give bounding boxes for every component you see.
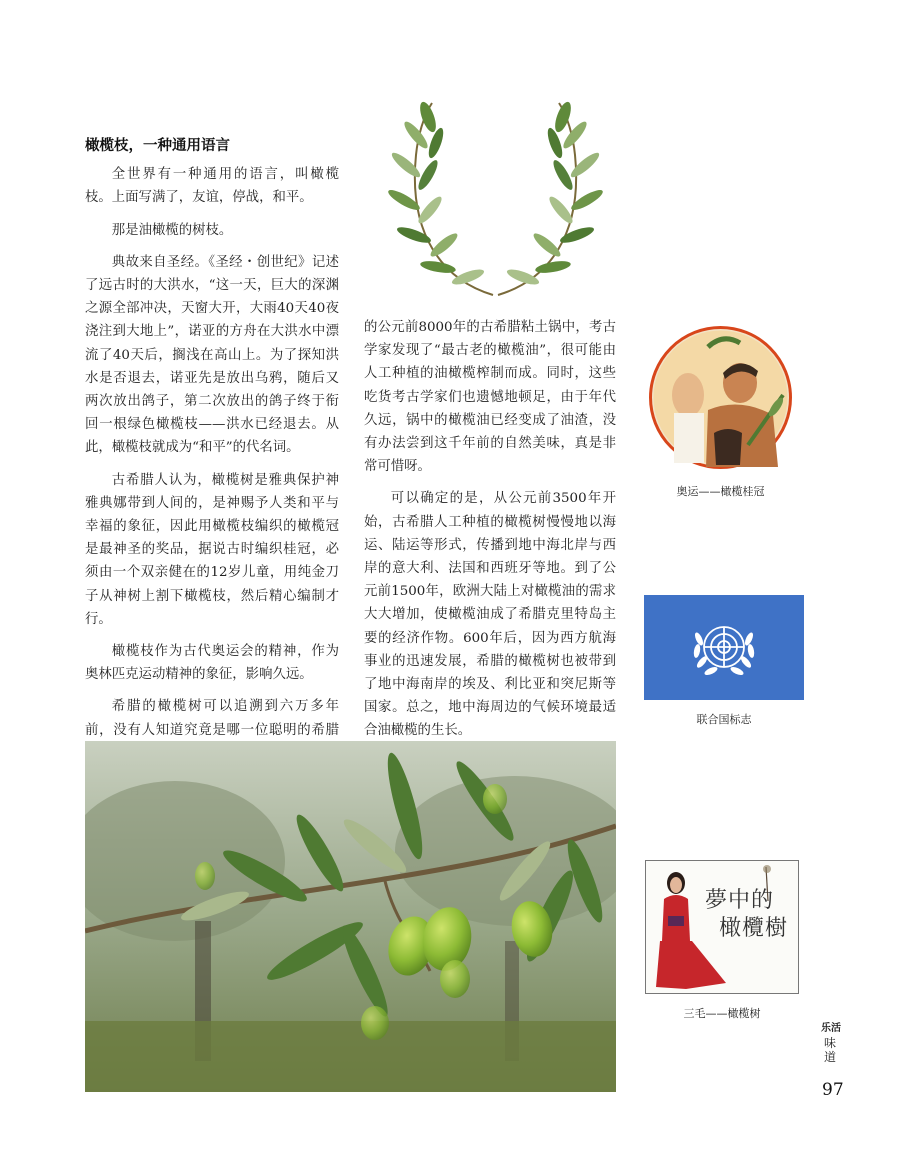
paragraph: 橄榄枝作为古代奥运会的精神，作为奥林匹克运动精神的象征，影响久远。 [85,644,339,683]
column-name-bottom: 味道 [823,1036,838,1064]
book-title-line2: 橄欖樹 [718,916,788,941]
page-number: 97 [822,1080,844,1100]
paragraph: 那是油橄榄的树枝。 [111,222,233,238]
un-flag-image [644,595,804,700]
olympic-caption: 奥运——橄榄桂冠 [676,485,765,498]
left-text-column [85,135,339,797]
column-name [818,1022,844,1064]
book-title-line1: 夢中的 [704,888,774,913]
paragraph: 的公元前8000年的古希腊粘土锅中，考古学家发现了“最古老的橄榄油”，很可能由人工种植的油橄榄榨制而成。同时，这些吃货考古学家们也遗憾地顿足，由于年代久远，锅中的橄榄油已经变成了油渣，没有办法尝到这千年前的自然美味，真是非常可惜呀。 [364,320,616,475]
wreath-right-branch [498,100,603,295]
column-name-top: 乐活 [821,1023,841,1034]
section-title: 橄榄枝，一种通用语言 [85,138,230,154]
wreath-left-branch [388,100,493,295]
olive-branch-photo [85,741,616,1092]
paragraph: 希腊的橄榄树可以追溯到六万多年前，没有人知道究竟是哪一位聪明的希腊 [85,699,339,738]
un-caption: 联合国标志 [696,713,752,726]
un-emblem-icon [644,595,804,700]
paragraph: 古希腊人认为，橄榄树是雅典保护神雅典娜带到人间的，是神赐予人类和平与幸福的象征，因此用橄榄枝编织的橄榄冠是最神圣的奖品，据说古时编织桂冠，必须由一个双亲健在的12岁儿童，用纯金刀子从神树上割下橄榄枝，然后精心编制才行。 [85,472,339,627]
paragraph: 全世界有一种通用的语言，叫橄榄枝。上面写满了，友谊，停战，和平。 [85,167,339,206]
book-cover-image [645,860,799,994]
book-caption: 三毛——橄榄树 [683,1007,761,1020]
middle-text-column [364,316,616,752]
paragraph: 可以确定的是，从公元前3500年开始，古希腊人工种植的橄榄树慢慢地以海运、陆运等形式，传播到地中海北岸与西岸的意大利、法国和西班牙等地。到了公元前1500年，欧洲大陆上对橄榄油的需求大大增加，使橄榄油成了希腊克里特岛主要的经济作物。600年后，因为西方航海事业的迅速发展，希腊的橄榄树也被带到了地中海南岸的埃及、利比亚和突尼斯等国家。总之，地中海周边的气候环境最适合油橄榄的生长。 [364,491,616,739]
olympic-laurel-illustration [648,325,793,470]
paragraph: 典故来自圣经。《圣经・创世纪》记述了远古时的大洪水，“这一天，巨大的深渊之源全部冲决，天窗大开，大雨40天40夜浇注到大地上”，诺亚的方舟在大洪水中漂流了40天后，搁浅在高山上。为了探知洪水是否退去，诺亚先是放出乌鸦，随后又两次放出鸽子，第二次放出的鸽子终于衔回一根绿色橄榄枝——洪水已经退去。从此，橄榄枝就成为“和平”的代名词。 [85,254,339,456]
olive-wreath-image [388,95,603,305]
